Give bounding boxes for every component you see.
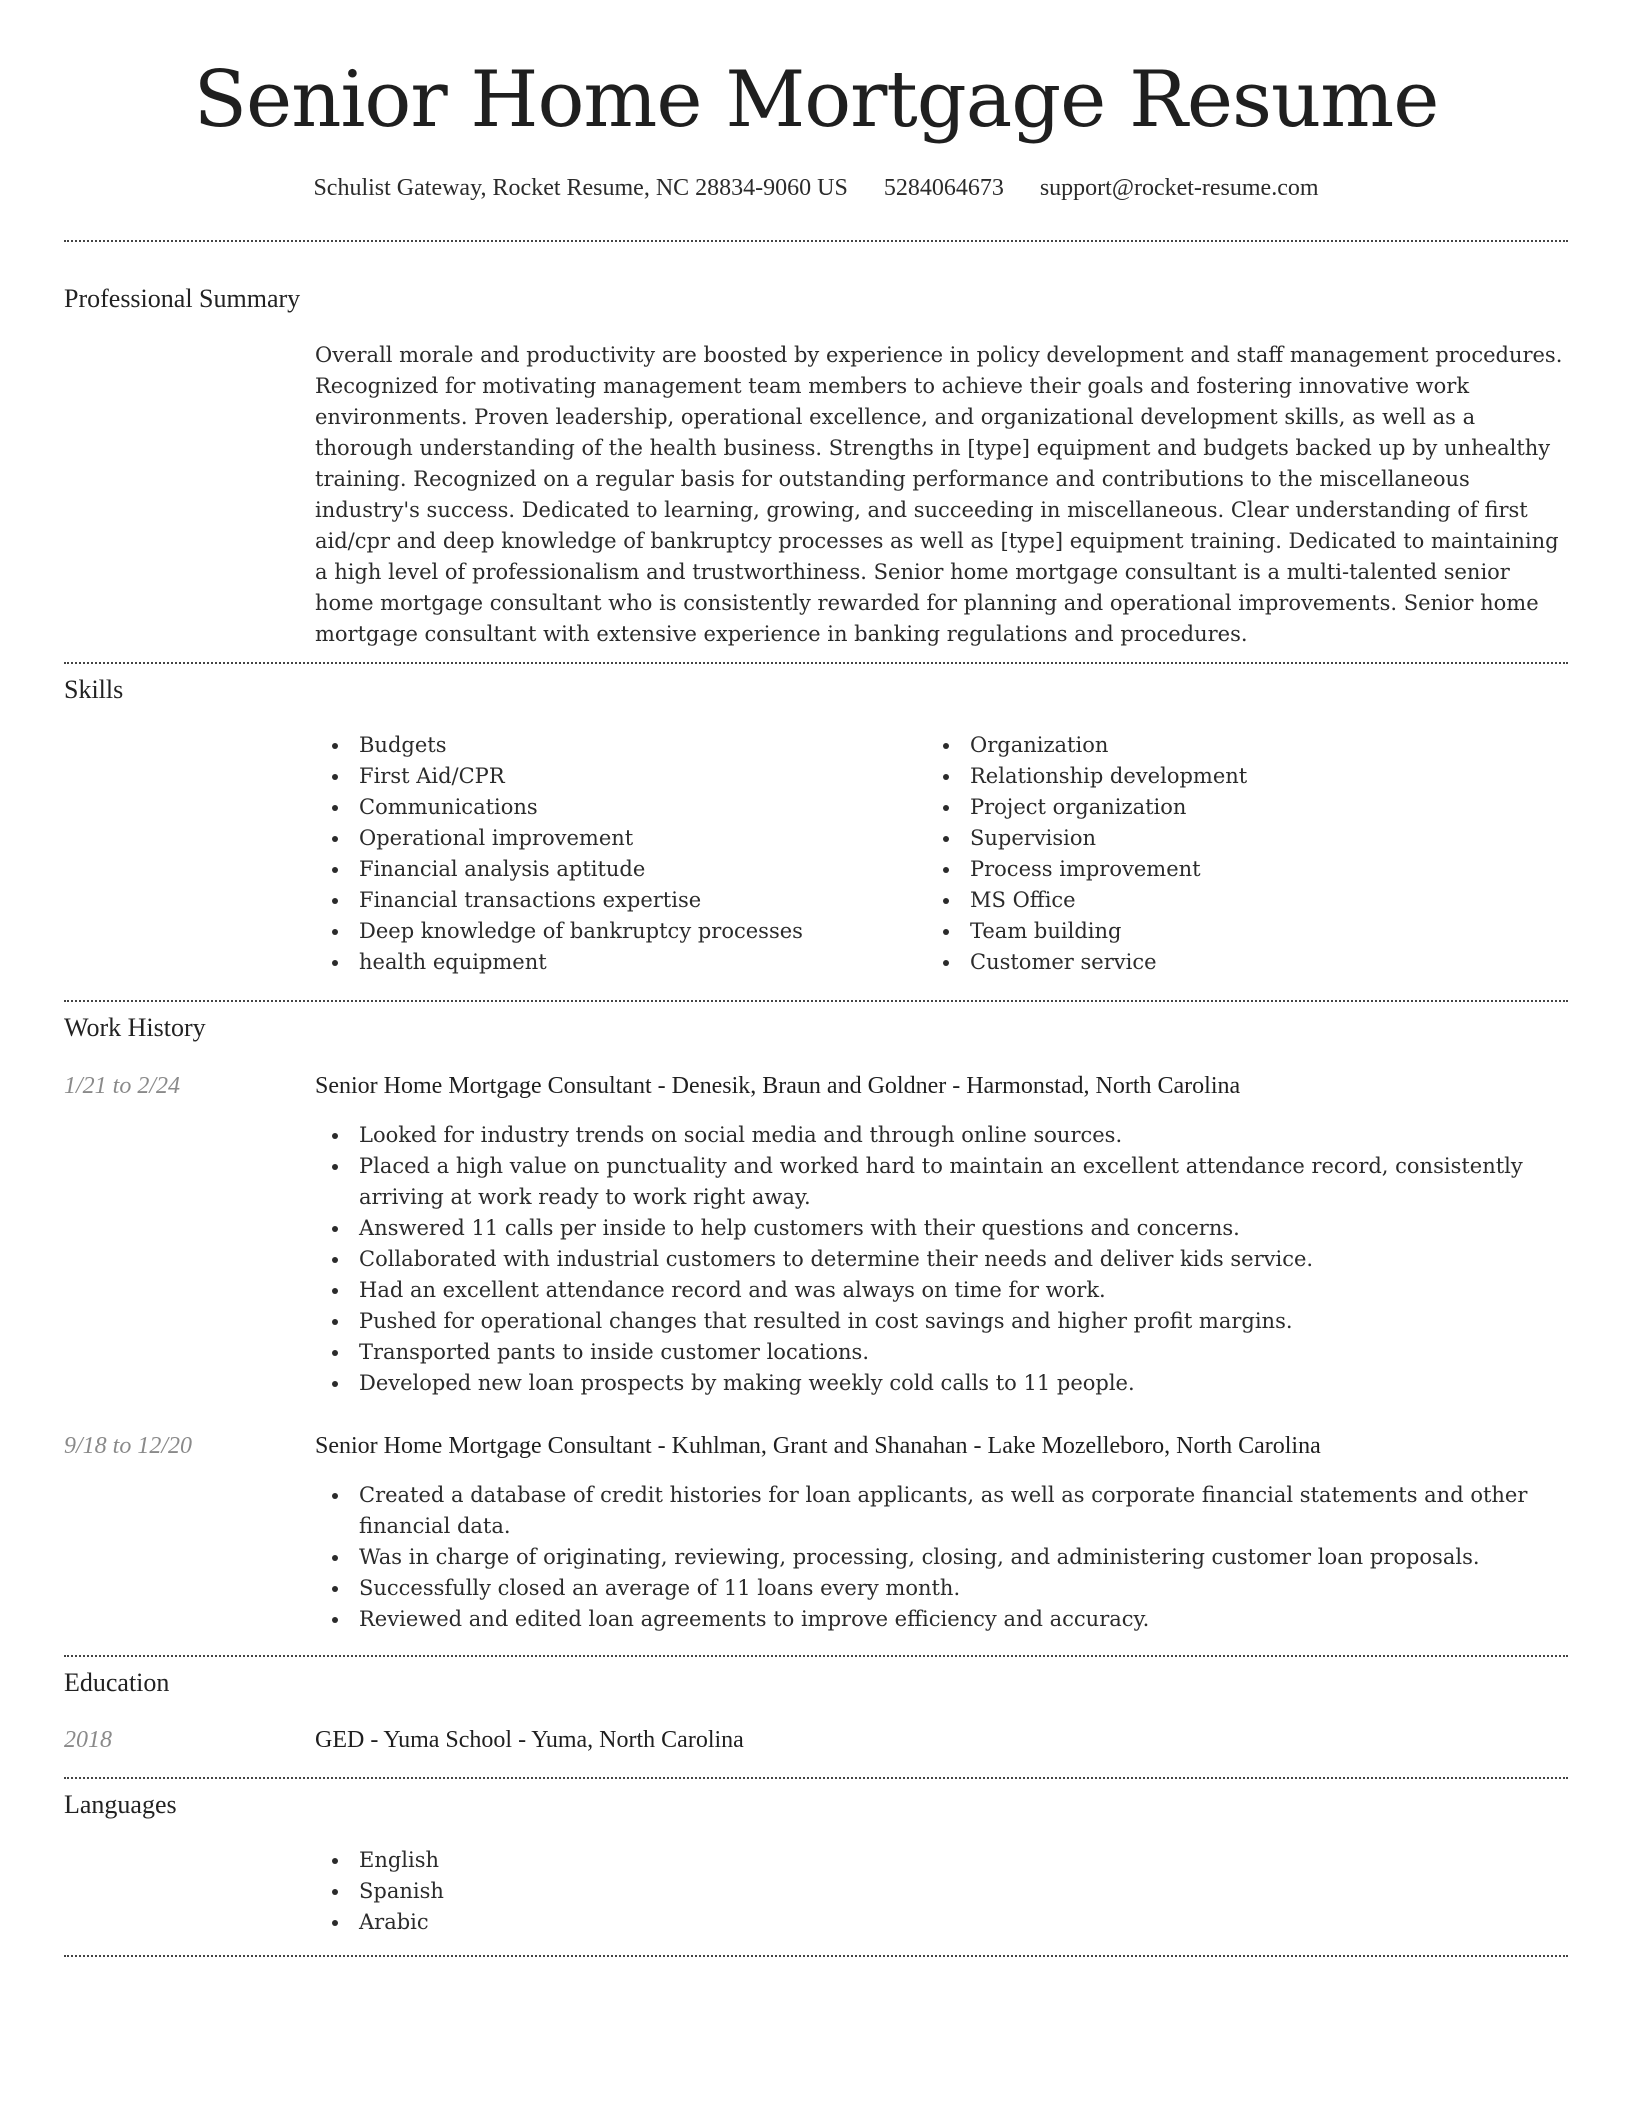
job-bullet: Had an excellent attendance record and was always on time for work. bbox=[359, 1275, 1565, 1306]
job-bullet-list bbox=[315, 1480, 1565, 1635]
skill-item: health equipment bbox=[359, 947, 915, 978]
languages-heading: Languages bbox=[64, 1790, 177, 1819]
language-item: English bbox=[359, 1845, 1565, 1876]
skills-column-left bbox=[315, 730, 915, 978]
skill-item: Supervision bbox=[970, 823, 1526, 854]
skill-item: Communications bbox=[359, 792, 915, 823]
job-bullet: Created a database of credit histories for loan applicants, as well as corporate financial statements and other financial data. bbox=[359, 1480, 1565, 1542]
skill-item: Financial analysis aptitude bbox=[359, 854, 915, 885]
divider bbox=[64, 1000, 1568, 1002]
job-bullet: Was in charge of originating, reviewing, processing, closing, and administering customer loan proposals. bbox=[359, 1542, 1565, 1573]
skills-list-right bbox=[926, 730, 1526, 978]
job-bullet: Collaborated with industrial customers to determine their needs and deliver kids service. bbox=[359, 1244, 1565, 1275]
education-entry: GED - Yuma School - Yuma, North Carolina bbox=[315, 1727, 744, 1753]
languages-block bbox=[315, 1845, 1565, 1938]
job-bullet: Looked for industry trends on social media and through online sources. bbox=[359, 1120, 1565, 1151]
skills-list-left bbox=[315, 730, 915, 978]
job-bullet: Developed new loan prospects by making weekly cold calls to 11 people. bbox=[359, 1368, 1565, 1399]
job-bullet: Placed a high value on punctuality and worked hard to maintain an excellent attendance record, consistently arriving at work ready to work right away. bbox=[359, 1151, 1565, 1213]
contact-line bbox=[0, 172, 1632, 204]
skill-item: Financial transactions expertise bbox=[359, 885, 915, 916]
contact-email: support@rocket-resume.com bbox=[1039, 175, 1319, 201]
contact-address: Schulist Gateway, Rocket Resume, NC 28834-9060 US bbox=[313, 175, 848, 201]
skills-column-right bbox=[926, 730, 1526, 978]
skill-item: Operational improvement bbox=[359, 823, 915, 854]
skill-item: Relationship development bbox=[970, 761, 1526, 792]
skill-item: Project organization bbox=[970, 792, 1526, 823]
divider bbox=[64, 1777, 1568, 1779]
education-year: 2018 bbox=[64, 1727, 112, 1753]
job-title: Senior Home Mortgage Consultant - Kuhlman, Grant and Shanahan - Lake Mozelleboro, North Carolina bbox=[315, 1433, 1321, 1459]
job-bullet: Answered 11 calls per inside to help customers with their questions and concerns. bbox=[359, 1213, 1565, 1244]
job-bullet: Reviewed and edited loan agreements to improve efficiency and accuracy. bbox=[359, 1604, 1565, 1635]
job-dates: 1/21 to 2/24 bbox=[64, 1073, 181, 1099]
language-item: Arabic bbox=[359, 1907, 1565, 1938]
summary-heading: Professional Summary bbox=[64, 284, 301, 313]
divider bbox=[64, 1655, 1568, 1657]
skill-item: Customer service bbox=[970, 947, 1526, 978]
work-heading: Work History bbox=[64, 1013, 206, 1042]
job-duties bbox=[315, 1120, 1565, 1399]
job-bullet: Pushed for operational changes that resulted in cost savings and higher profit margins. bbox=[359, 1306, 1565, 1337]
divider bbox=[64, 1955, 1568, 1957]
skill-item: First Aid/CPR bbox=[359, 761, 915, 792]
skill-item: Team building bbox=[970, 916, 1526, 947]
resume-title: Senior Home Mortgage Resume bbox=[193, 55, 1439, 145]
education-heading: Education bbox=[64, 1668, 170, 1697]
job-bullet-list bbox=[315, 1120, 1565, 1399]
languages-list bbox=[315, 1845, 1565, 1938]
contact-phone: 5284064673 bbox=[883, 175, 1004, 201]
skill-item: Deep knowledge of bankruptcy processes bbox=[359, 916, 915, 947]
skill-item: Process improvement bbox=[970, 854, 1526, 885]
job-bullet: Successfully closed an average of 11 loans every month. bbox=[359, 1573, 1565, 1604]
job-title: Senior Home Mortgage Consultant - Denesik, Braun and Goldner - Harmonstad, North Carolina bbox=[315, 1073, 1241, 1099]
divider bbox=[64, 240, 1568, 242]
skill-item: Budgets bbox=[359, 730, 915, 761]
skills-heading: Skills bbox=[64, 675, 124, 704]
job-bullet: Transported pants to inside customer locations. bbox=[359, 1337, 1565, 1368]
job-dates: 9/18 to 12/20 bbox=[64, 1433, 193, 1459]
divider bbox=[64, 662, 1568, 664]
language-item: Spanish bbox=[359, 1876, 1565, 1907]
skill-item: Organization bbox=[970, 730, 1526, 761]
summary-text: Overall morale and productivity are boosted by experience in policy development and staff management procedures. Recognized for motivating management team members to achieve their goals and fostering innovative work environments. Proven leadership, operational excellence, and organizational development skills, as well as a thorough understanding of the health business. Strengths in [type] equipment and budgets backed up by unhealthy training. Recognized on a regular basis for outstanding performance and contributions to the miscellaneous industry's success. Dedicated to learning, growing, and succeeding in miscellaneous. Clear understanding of first aid/cpr and deep knowledge of bankruptcy processes as well as [type] equipment training. Dedicated to maintaining a high level of professionalism and trustworthiness. Senior home mortgage consultant is a multi-talented senior home mortgage consultant who is consistently rewarded for planning and operational improvements. Senior home mortgage consultant with extensive experience in banking regulations and procedures. bbox=[315, 343, 1563, 646]
skill-item: MS Office bbox=[970, 885, 1526, 916]
job-duties bbox=[315, 1480, 1565, 1635]
